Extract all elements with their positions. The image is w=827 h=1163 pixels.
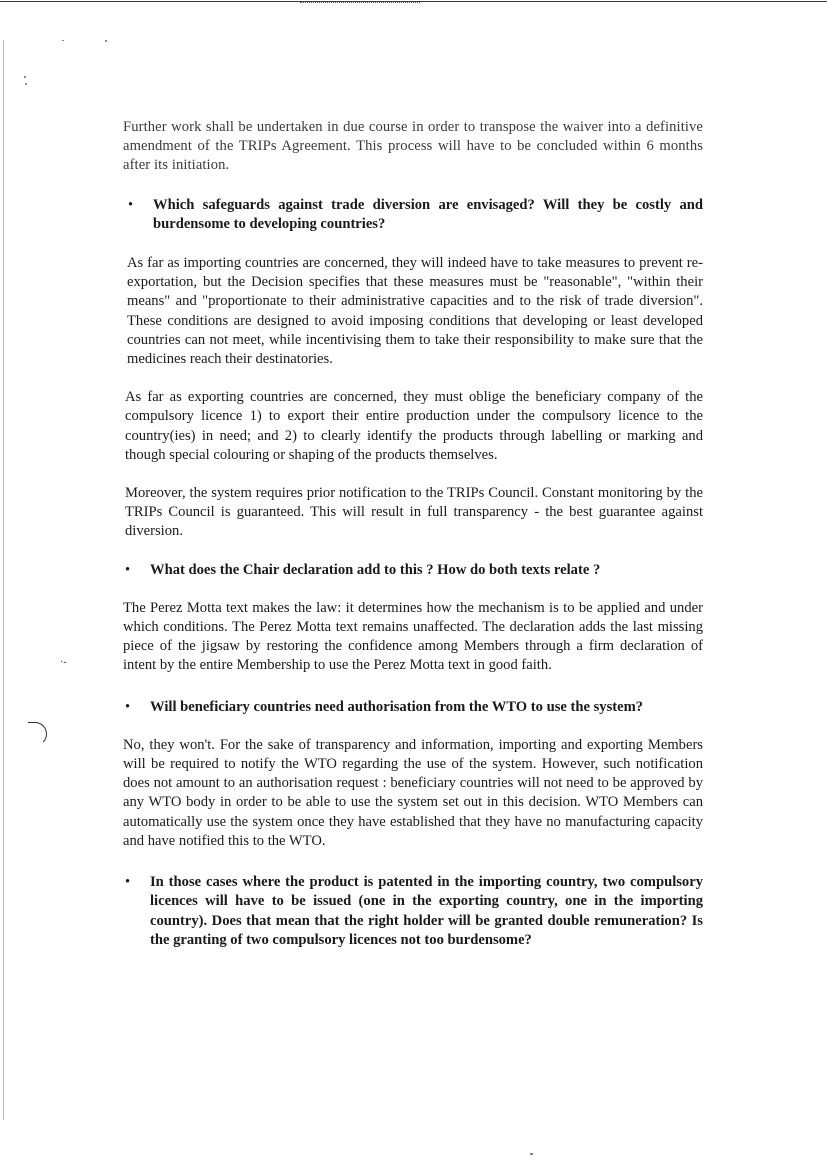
question-text: What does the Chair declaration add to this ? How do both texts relate ? [150,561,601,578]
scan-arc-mark [28,722,47,746]
paragraph: As far as importing countries are concerned, they will indeed have to take measures to prevent re-exportation, but the Decision specifies that these measures must be "reasonable", "within their means" and "proportionate to their administrative capacities and to the risk of trade diversion". These conditions are designed to avoid imposing conditions that developing or least developed countries can not meet, while incentivising them to take their responsibility to make sure that the medicines reach their destinatories. [127,255,703,368]
question-heading [123,873,703,950]
scan-speck [530,1153,533,1155]
scan-speck [25,83,27,85]
bullet-icon: • [128,196,134,213]
stray-mark: ·- [60,657,67,668]
bullet-icon: • [125,874,131,891]
question-text: In those cases where the product is patented in the importing country, two compulsory licences will have to be issued (one in the exporting country, one in the importing country). Does that mean that the right holder will be granted double remuneration? Is the granting of two compulsory licences not too burdensome? [150,874,703,948]
bullet-icon: • [125,561,131,578]
paragraph: No, they won't. For the sake of transparency and information, importing and exporting Members will be required to notify the WTO regarding the use of the system. However, such notification does not amount to an authorisation request : beneficiary countries will not need to be approved by any WTO body in order to be able to use the system set out in this decision. WTO Members can automatically use the system once they have established that they have no manufacturing capacity and have notified this to the WTO. [123,736,703,849]
document-body [123,118,703,950]
question-heading [123,561,703,580]
scan-speck [62,40,64,41]
paragraph: As far as exporting countries are concerned, they must oblige the beneficiary company of the compulsory licence 1) to export their entire production under the compulsory licence to the country(ies) in need; and 2) to clearly identify the products through labelling or marking and though special colouring or shaping of the products themselves. [125,389,703,463]
scan-speck [105,40,107,42]
question-heading [126,196,703,234]
top-border-dash [300,2,420,3]
paragraph: The Perez Motta text makes the law: it determines how the mechanism is to be applied and under which conditions. The Perez Motta text remains unaffected. The declaration adds the last missing piece of the jigsaw by restoring the confidence among Members through a firm declaration of intent by the entire Membership to use the Perez Motta text in good faith. [123,599,703,674]
question-text: Which safeguards against trade diversion are envisaged? Will they be costly and burdensome to developing countries? [153,196,703,232]
bullet-icon: • [125,698,131,715]
paragraph: Moreover, the system requires prior notification to the TRIPs Council. Constant monitoring by the TRIPs Council is guaranteed. This will result in full transparency - the best guarantee against diversion. [125,485,703,540]
paragraph: Further work shall be undertaken in due course in order to transpose the waiver into a definitive amendment of the TRIPs Agreement. This process will have to be concluded within 6 months after its initiation. [123,119,703,174]
scan-speck [24,76,26,78]
scan-left-edge [3,40,4,1120]
question-text: Will beneficiary countries need authorisation from the WTO to use the system? [150,698,644,715]
question-heading [123,698,703,717]
